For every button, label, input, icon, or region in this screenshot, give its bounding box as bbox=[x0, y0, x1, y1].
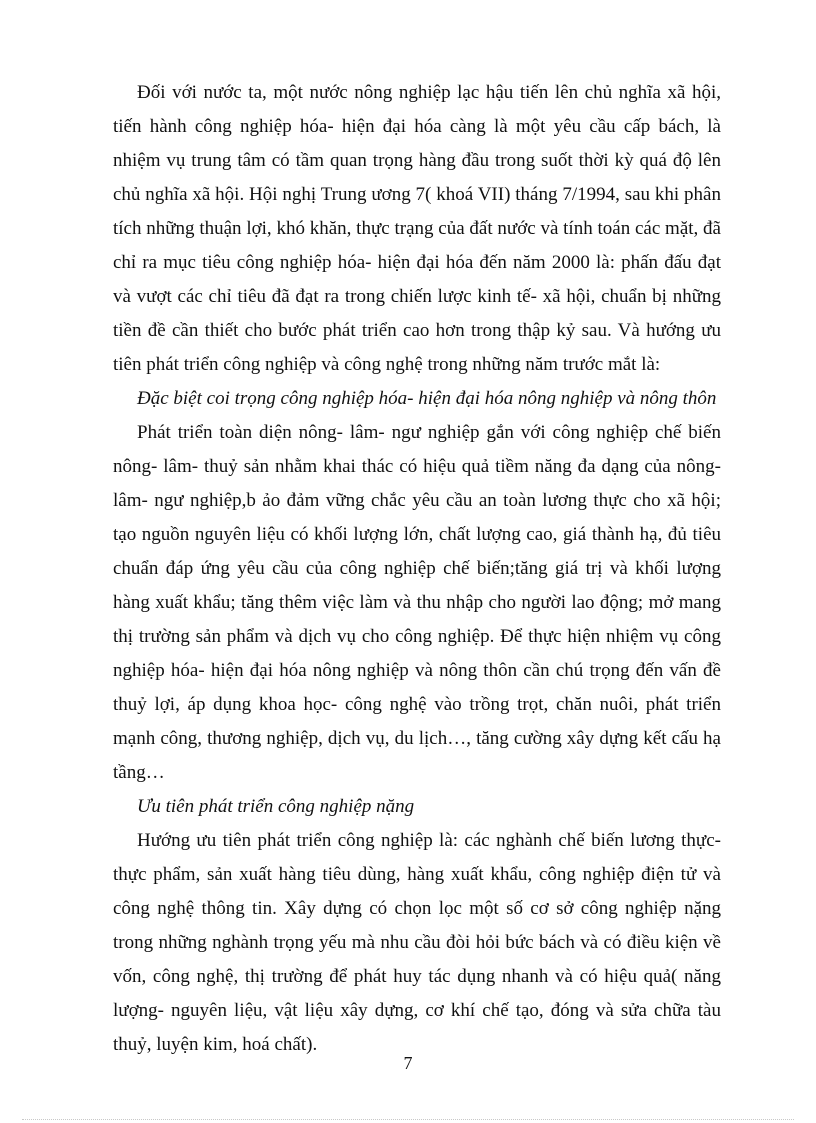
subheading-agriculture: Đặc biệt coi trọng công nghiệp hóa- hiện đại hóa nông nghiệp và nông thôn bbox=[137, 388, 717, 409]
page-bottom-divider bbox=[22, 1119, 794, 1120]
paragraph-heavy-industry: Hướng ưu tiên phát triển công nghiệp là: các nghành chế biến lương thực- thực phẩm, sản xuất hàng tiêu dùng, hàng xuất khẩu, công nghiệp điện tử và công nghệ thông tin. Xây dựng có chọn lọc một số cơ sở công nghiệp nặng trong những nghành trọng yếu mà nhu cầu đòi hỏi bức bách và có điều kiện về vốn, công nghệ, thị trường để phát huy tác dụng nhanh và có hiệu quả( năng lượng- nguyên liệu, vật liệu xây dựng, cơ khí chế tạo, đóng và sửa chữa tàu thuỷ, luyện kim, hoá chất). bbox=[113, 830, 721, 1055]
page-number: 7 bbox=[403, 1053, 413, 1073]
subheading-heavy-industry: Ưu tiên phát triển công nghiệp nặng bbox=[137, 796, 415, 817]
paragraph-agriculture: Phát triển toàn diện nông- lâm- ngư nghiệp gắn với công nghiệp chế biến nông- lâm- thuỷ sản nhằm khai thác có hiệu quả tiềm năng đa dạng của nông- lâm- ngư nghiệp,b ảo đảm vững chắc yêu cầu an toàn lương thực cho xã hội; tạo nguồn nguyên liệu có khối lượng lớn, chất lượng cao, giá thành hạ, đủ tiêu chuẩn đáp ứng yêu cầu của công nghiệp chế biến;tăng giá trị và khối lượng hàng xuất khẩu; tăng thêm việc làm và thu nhập cho người lao động; mở mang thị trường sản phẩm và dịch vụ cho công nghiệp. Để thực hiện nhiệm vụ công nghiệp hóa- hiện đại hóa nông nghiệp và nông thôn cần chú trọng đến vấn đề thuỷ lợi, áp dụng khoa học- công nghệ vào trồng trọt, chăn nuôi, phát triển mạnh công, thương nghiệp, dịch vụ, du lịch…, tăng cường xây dựng kết cấu hạ tầng… bbox=[113, 422, 721, 783]
paragraph-intro: Đối với nước ta, một nước nông nghiệp lạc hậu tiến lên chủ nghĩa xã hội, tiến hành công nghiệp hóa- hiện đại hóa càng là một yêu cầu cấp bách, là nhiệm vụ trung tâm có tầm quan trọng hàng đầu trong suốt thời kỳ quá độ lên chủ nghĩa xã hội. Hội nghị Trung ương 7( khoá VII) tháng 7/1994, sau khi phân tích những thuận lợi, khó khăn, thực trạng của đất nước và tính toán các mặt, đã chỉ ra mục tiêu công nghiệp hóa- hiện đại hóa đến năm 2000 là: phấn đấu đạt và vượt các chỉ tiêu đã đạt ra trong chiến lược kinh tế- xã hội, chuẩn bị những tiền đề cần thiết cho bước phát triển cao hơn trong thập kỷ sau. Và hướng ưu tiên phát triển công nghiệp và công nghệ trong những năm trước mắt là: bbox=[113, 82, 721, 375]
body-text bbox=[113, 76, 721, 1062]
